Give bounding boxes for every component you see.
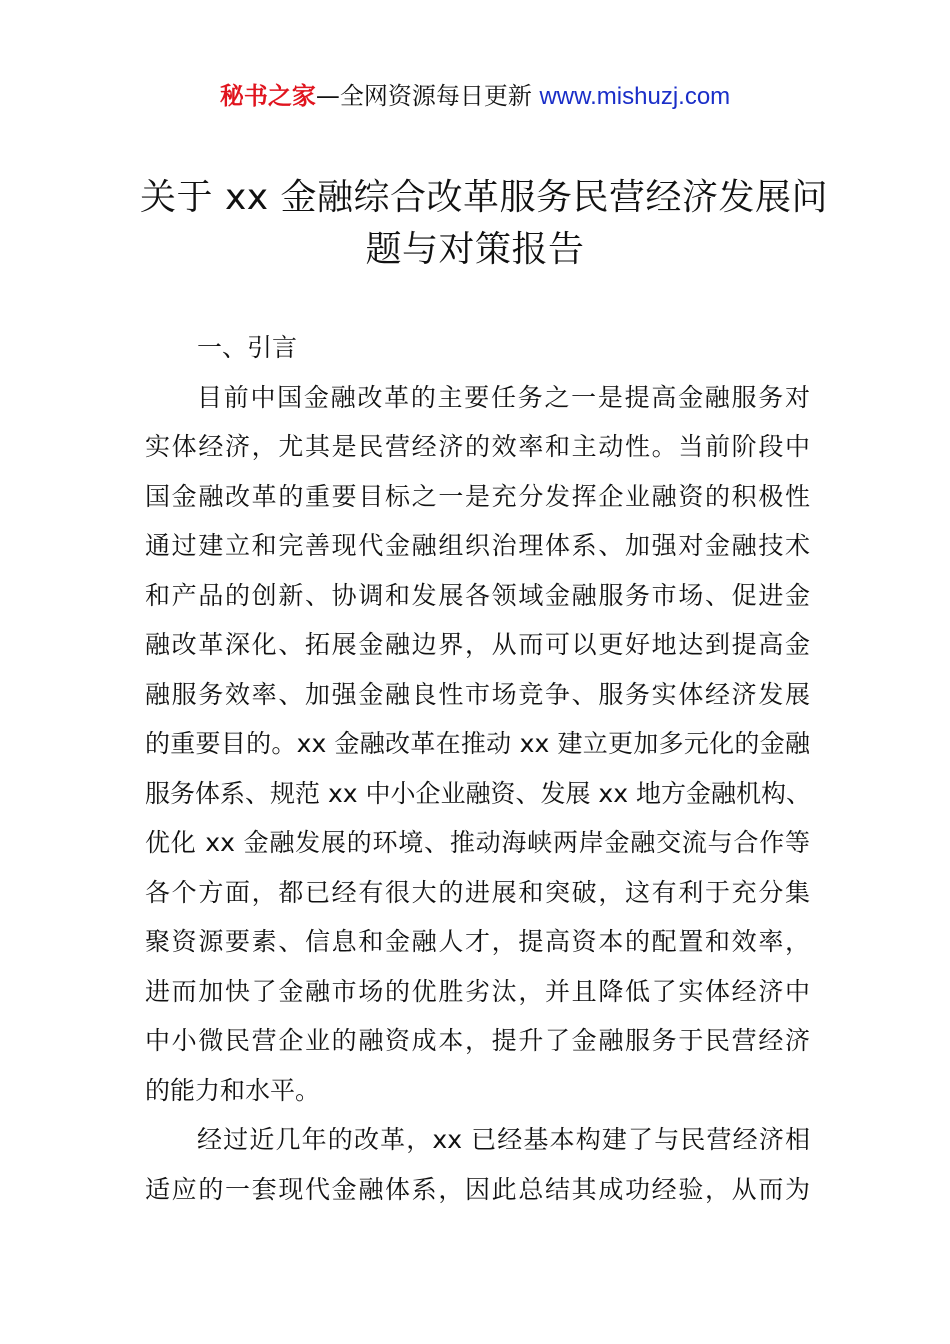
text-line: 聚资源要素、信息和金融人才，提高资本的配置和效率， bbox=[145, 927, 810, 956]
text-line: 融服务效率、加强金融良性市场竞争、服务实体经济发展 bbox=[145, 679, 810, 709]
paragraph bbox=[145, 1115, 810, 1214]
title-line: 关于 xx 金融综合改革服务民营经济发展问 bbox=[140, 177, 828, 218]
paragraph bbox=[145, 373, 810, 1116]
text-line: 各个方面，都已经有很大的进展和突破，这有利于充分集 bbox=[145, 877, 810, 907]
text-line: 中小微民营企业的融资成本，提升了金融服务于民营经济 bbox=[145, 1026, 810, 1055]
site-url[interactable]: www.mishuzj.com bbox=[539, 83, 731, 110]
text-line: 实体经济，尤其是民营经济的效率和主动性。当前阶段中 bbox=[145, 432, 810, 461]
brand-name: 秘书之家 bbox=[219, 82, 316, 110]
site-header bbox=[0, 80, 950, 113]
title-line: 题与对策报告 bbox=[365, 229, 585, 270]
text-line: 目前中国金融改革的主要任务之一是提高金融服务对 bbox=[197, 382, 810, 412]
text-line: 进而加快了金融市场的优胜劣汰，并且降低了实体经济中 bbox=[145, 976, 810, 1006]
text-line: 经过近几年的改革，xx 已经基本构建了与民营经济相 bbox=[197, 1125, 810, 1154]
text-line: 通过建立和完善现代金融组织治理体系、加强对金融技术 bbox=[145, 531, 810, 560]
text-line: 国金融改革的重要目标之一是充分发挥企业融资的积极性 bbox=[145, 481, 810, 511]
document-body bbox=[145, 323, 810, 1214]
text-line: 和产品的创新、协调和发展各领域金融服务市场、促进金 bbox=[145, 580, 810, 610]
document-title bbox=[140, 172, 828, 276]
text-line: 的重要目的。xx 金融改革在推动 xx 建立更加多元化的金融 bbox=[145, 729, 810, 758]
section-heading: 一、引言 bbox=[197, 333, 298, 362]
text-line: 服务体系、规范 xx 中小企业融资、发展 xx 地方金融机构、 bbox=[145, 778, 811, 808]
text-line: 的能力和水平。 bbox=[145, 1075, 321, 1105]
text-line: 融改革深化、拓展金融边界，从而可以更好地达到提高金 bbox=[145, 630, 810, 659]
text-line: 适应的一套现代金融体系，因此总结其成功经验，从而为 bbox=[145, 1174, 810, 1204]
text-line: 优化 xx 金融发展的环境、推动海峡两岸金融交流与合作等 bbox=[145, 828, 810, 857]
header-tagline: —全网资源每日更新 bbox=[315, 82, 540, 110]
